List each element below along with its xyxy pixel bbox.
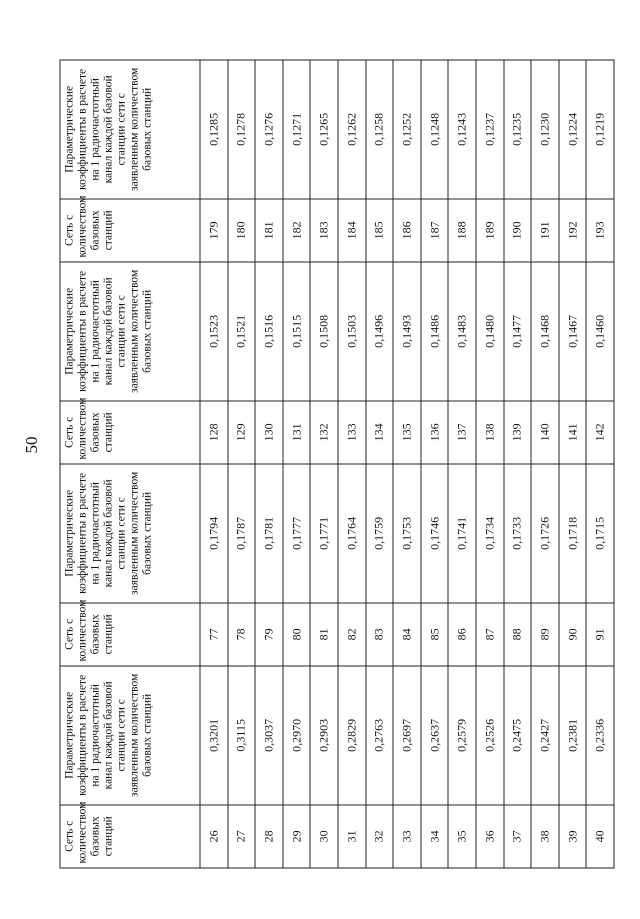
coefficient-cell: 0,2579 bbox=[448, 666, 476, 805]
coefficient-cell: 0,1759 bbox=[365, 464, 393, 603]
coefficient-cell: 0,3037 bbox=[255, 666, 283, 805]
coefficient-cell: 0,1278 bbox=[227, 60, 255, 199]
network-count-cell: 191 bbox=[531, 198, 559, 261]
table-row bbox=[393, 60, 421, 868]
coefficient-cell: 0,1224 bbox=[558, 60, 586, 199]
coefficient-cell: 0,1741 bbox=[448, 464, 476, 603]
coefficient-cell: 0,1764 bbox=[337, 464, 365, 603]
coefficient-cell: 0,3115 bbox=[227, 666, 255, 805]
table-row bbox=[586, 60, 614, 868]
table-row bbox=[255, 60, 283, 868]
network-count-cell: 33 bbox=[393, 804, 421, 867]
table-row bbox=[420, 60, 448, 868]
network-count-cell: 34 bbox=[420, 804, 448, 867]
network-count-cell: 28 bbox=[255, 804, 283, 867]
network-count-cell: 85 bbox=[420, 602, 448, 665]
coefficient-cell: 0,2637 bbox=[420, 666, 448, 805]
coefficient-cell: 0,1265 bbox=[310, 60, 338, 199]
coefficient-cell: 0,1468 bbox=[531, 262, 559, 401]
network-count-cell: 135 bbox=[393, 400, 421, 463]
network-count-cell: 37 bbox=[503, 804, 531, 867]
coefficient-cell: 0,2763 bbox=[365, 666, 393, 805]
network-count-cell: 26 bbox=[200, 804, 228, 867]
network-count-cell: 40 bbox=[586, 804, 614, 867]
coefficient-cell: 0,3201 bbox=[200, 666, 228, 805]
network-count-cell: 87 bbox=[475, 602, 503, 665]
header-cell-network-count: Сеть с количеством базовых станций bbox=[60, 198, 200, 261]
network-count-cell: 182 bbox=[282, 198, 310, 261]
coefficient-cell: 0,1243 bbox=[448, 60, 476, 199]
header-cell-coefficient: Параметрические коэффициенты в расчете на 1 радиочастотный канал каждой базовой станции сети с заявленным количеством базовых станций bbox=[60, 60, 200, 199]
coefficient-cell: 0,1480 bbox=[475, 262, 503, 401]
table-body bbox=[200, 60, 614, 868]
network-count-cell: 184 bbox=[337, 198, 365, 261]
network-count-cell: 142 bbox=[586, 400, 614, 463]
coefficient-cell: 0,1726 bbox=[531, 464, 559, 603]
network-count-cell: 131 bbox=[282, 400, 310, 463]
network-count-cell: 83 bbox=[365, 602, 393, 665]
network-count-cell: 141 bbox=[558, 400, 586, 463]
table-row bbox=[337, 60, 365, 868]
network-count-cell: 32 bbox=[365, 804, 393, 867]
coefficient-cell: 0,1781 bbox=[255, 464, 283, 603]
coefficient-cell: 0,1733 bbox=[503, 464, 531, 603]
coefficient-cell: 0,1503 bbox=[337, 262, 365, 401]
coefficient-cell: 0,1515 bbox=[282, 262, 310, 401]
coefficient-cell: 0,2381 bbox=[558, 666, 586, 805]
coefficient-cell: 0,1230 bbox=[531, 60, 559, 199]
coefficient-cell: 0,2697 bbox=[393, 666, 421, 805]
coefficient-cell: 0,1521 bbox=[227, 262, 255, 401]
coefficient-cell: 0,2526 bbox=[475, 666, 503, 805]
network-count-cell: 77 bbox=[200, 602, 228, 665]
coefficient-cell: 0,2829 bbox=[337, 666, 365, 805]
network-count-cell: 140 bbox=[531, 400, 559, 463]
network-count-cell: 134 bbox=[365, 400, 393, 463]
network-count-cell: 29 bbox=[282, 804, 310, 867]
network-count-cell: 189 bbox=[475, 198, 503, 261]
network-count-cell: 79 bbox=[255, 602, 283, 665]
coefficient-cell: 0,1285 bbox=[200, 60, 228, 199]
network-count-cell: 88 bbox=[503, 602, 531, 665]
network-count-cell: 130 bbox=[255, 400, 283, 463]
network-count-cell: 188 bbox=[448, 198, 476, 261]
network-count-cell: 129 bbox=[227, 400, 255, 463]
header-cell-network-count: Сеть с количеством базовых станций bbox=[60, 400, 200, 463]
coefficient-cell: 0,1276 bbox=[255, 60, 283, 199]
coefficient-cell: 0,1493 bbox=[393, 262, 421, 401]
coefficient-cell: 0,2475 bbox=[503, 666, 531, 805]
coefficient-cell: 0,2427 bbox=[531, 666, 559, 805]
table-row bbox=[200, 60, 228, 868]
coefficient-cell: 0,1219 bbox=[586, 60, 614, 199]
network-count-cell: 27 bbox=[227, 804, 255, 867]
coefficient-cell: 0,2903 bbox=[310, 666, 338, 805]
network-count-cell: 38 bbox=[531, 804, 559, 867]
network-count-cell: 132 bbox=[310, 400, 338, 463]
table-row bbox=[310, 60, 338, 868]
coefficient-cell: 0,1258 bbox=[365, 60, 393, 199]
network-count-cell: 186 bbox=[393, 198, 421, 261]
coefficient-cell: 0,1771 bbox=[310, 464, 338, 603]
coefficient-cell: 0,1235 bbox=[503, 60, 531, 199]
network-count-cell: 181 bbox=[255, 198, 283, 261]
coefficient-cell: 0,1523 bbox=[200, 262, 228, 401]
network-count-cell: 133 bbox=[337, 400, 365, 463]
coefficient-cell: 0,2336 bbox=[586, 666, 614, 805]
network-count-cell: 136 bbox=[420, 400, 448, 463]
coefficient-cell: 0,1467 bbox=[558, 262, 586, 401]
network-count-cell: 86 bbox=[448, 602, 476, 665]
network-count-cell: 185 bbox=[365, 198, 393, 261]
header-cell-network-count: Сеть с количеством базовых станций bbox=[60, 804, 200, 867]
coefficient-cell: 0,1715 bbox=[586, 464, 614, 603]
table-row bbox=[448, 60, 476, 868]
network-count-cell: 193 bbox=[586, 198, 614, 261]
header-cell-coefficient: Параметрические коэффициенты в расчете на 1 радиочастотный канал каждой базовой станции сети с заявленным количеством базовых станций bbox=[60, 262, 200, 401]
coefficient-cell: 0,1483 bbox=[448, 262, 476, 401]
coefficient-cell: 0,1237 bbox=[475, 60, 503, 199]
table-row bbox=[475, 60, 503, 868]
coefficients-table bbox=[59, 59, 614, 868]
table-row bbox=[503, 60, 531, 868]
page-number: 50 bbox=[22, 436, 41, 454]
header-row bbox=[60, 60, 200, 868]
coefficient-cell: 0,1777 bbox=[282, 464, 310, 603]
network-count-cell: 137 bbox=[448, 400, 476, 463]
network-count-cell: 35 bbox=[448, 804, 476, 867]
network-count-cell: 183 bbox=[310, 198, 338, 261]
coefficient-cell: 0,1794 bbox=[200, 464, 228, 603]
coefficient-cell: 0,1508 bbox=[310, 262, 338, 401]
coefficient-cell: 0,1477 bbox=[503, 262, 531, 401]
network-count-cell: 81 bbox=[310, 602, 338, 665]
network-count-cell: 187 bbox=[420, 198, 448, 261]
network-count-cell: 78 bbox=[227, 602, 255, 665]
network-count-cell: 139 bbox=[503, 400, 531, 463]
network-count-cell: 36 bbox=[475, 804, 503, 867]
coefficient-cell: 0,1486 bbox=[420, 262, 448, 401]
network-count-cell: 84 bbox=[393, 602, 421, 665]
network-count-cell: 192 bbox=[558, 198, 586, 261]
table-row bbox=[227, 60, 255, 868]
network-count-cell: 138 bbox=[475, 400, 503, 463]
network-count-cell: 89 bbox=[531, 602, 559, 665]
network-count-cell: 39 bbox=[558, 804, 586, 867]
network-count-cell: 190 bbox=[503, 198, 531, 261]
coefficient-cell: 0,1496 bbox=[365, 262, 393, 401]
coefficient-cell: 0,1746 bbox=[420, 464, 448, 603]
table-row bbox=[531, 60, 559, 868]
network-count-cell: 180 bbox=[227, 198, 255, 261]
coefficient-cell: 0,1753 bbox=[393, 464, 421, 603]
header-cell-coefficient: Параметрические коэффициенты в расчете на 1 радиочастотный канал каждой базовой станции сети с заявленным количеством базовых станций bbox=[60, 464, 200, 603]
header-cell-network-count: Сеть с количеством базовых станций bbox=[60, 602, 200, 665]
table-row bbox=[365, 60, 393, 868]
network-count-cell: 31 bbox=[337, 804, 365, 867]
network-count-cell: 128 bbox=[200, 400, 228, 463]
table-row bbox=[282, 60, 310, 868]
table-row bbox=[558, 60, 586, 868]
coefficient-cell: 0,1516 bbox=[255, 262, 283, 401]
network-count-cell: 30 bbox=[310, 804, 338, 867]
coefficient-cell: 0,1252 bbox=[393, 60, 421, 199]
coefficient-cell: 0,1734 bbox=[475, 464, 503, 603]
network-count-cell: 80 bbox=[282, 602, 310, 665]
table-container bbox=[59, 59, 607, 868]
network-count-cell: 179 bbox=[200, 198, 228, 261]
network-count-cell: 82 bbox=[337, 602, 365, 665]
coefficient-cell: 0,1787 bbox=[227, 464, 255, 603]
coefficient-cell: 0,1262 bbox=[337, 60, 365, 199]
coefficient-cell: 0,1248 bbox=[420, 60, 448, 199]
coefficient-cell: 0,1271 bbox=[282, 60, 310, 199]
coefficient-cell: 0,1718 bbox=[558, 464, 586, 603]
coefficient-cell: 0,2970 bbox=[282, 666, 310, 805]
header-cell-coefficient: Параметрические коэффициенты в расчете на 1 радиочастотный канал каждой базовой станции сети с заявленным количеством базовых станций bbox=[60, 666, 200, 805]
rotated-table-frame bbox=[59, 59, 607, 868]
network-count-cell: 90 bbox=[558, 602, 586, 665]
coefficient-cell: 0,1460 bbox=[586, 262, 614, 401]
network-count-cell: 91 bbox=[586, 602, 614, 665]
